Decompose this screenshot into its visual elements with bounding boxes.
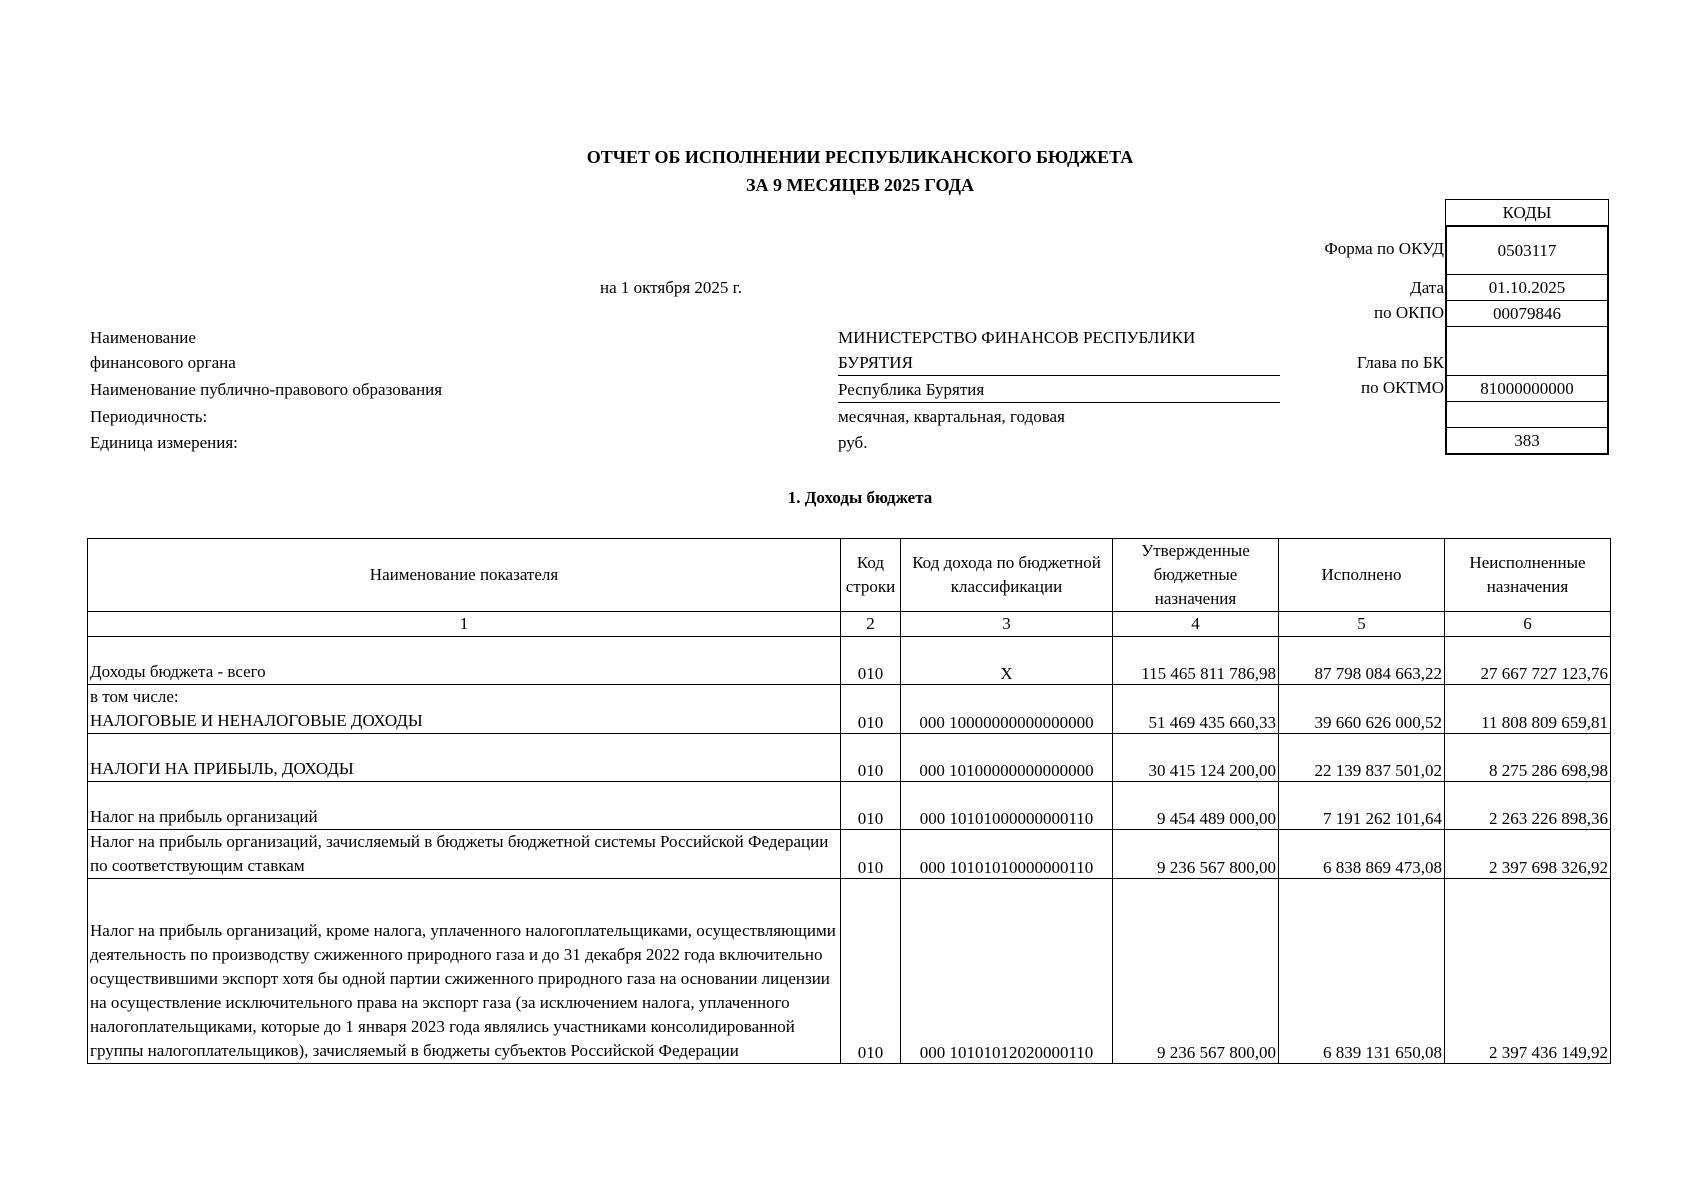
row-approved: 30 415 124 200,00 bbox=[1113, 734, 1279, 782]
col-header-executed: Исполнено bbox=[1279, 539, 1445, 612]
unit-label: Единица измерения: bbox=[90, 433, 238, 452]
codes-heading: КОДЫ bbox=[1445, 199, 1609, 226]
row-unexecuted: 27 667 727 123,76 bbox=[1445, 637, 1611, 685]
row-executed: 87 798 084 663,22 bbox=[1279, 637, 1445, 685]
row-approved: 9 454 489 000,00 bbox=[1113, 782, 1279, 830]
row-name bbox=[88, 879, 841, 1064]
okpo-code: 00079846 bbox=[1445, 300, 1609, 327]
row-name-text: Доходы бюджета - всего bbox=[90, 662, 266, 681]
row-name bbox=[88, 734, 841, 782]
row-line-code: 010 bbox=[841, 830, 901, 879]
column-index: 4 bbox=[1113, 612, 1279, 637]
org-value-1: МИНИСТЕРСТВО ФИНАНСОВ РЕСПУБЛИКИ bbox=[838, 328, 1196, 347]
okpo-label: по ОКПО bbox=[1373, 303, 1444, 322]
row-name-text: Налог на прибыль организаций, зачисляемый в бюджеты бюджетной системы Российской Федерации по соответствующим ставкам bbox=[90, 832, 829, 875]
org-underline bbox=[838, 375, 1280, 376]
row-unexecuted: 2 263 226 898,36 bbox=[1445, 782, 1611, 830]
col-header-line-code: Код строки bbox=[841, 539, 901, 612]
row-budget-code: 000 10100000000000000 bbox=[901, 734, 1113, 782]
row-line-code: 010 bbox=[841, 879, 901, 1064]
column-index: 3 bbox=[901, 612, 1113, 637]
table-row bbox=[88, 782, 1611, 830]
unit-value: руб. bbox=[838, 433, 868, 452]
row-line-code: 010 bbox=[841, 637, 901, 685]
table-row bbox=[88, 879, 1611, 1064]
row-unexecuted: 2 397 436 149,92 bbox=[1445, 879, 1611, 1064]
row-budget-code: 000 10101000000000110 bbox=[901, 782, 1113, 830]
column-index-row bbox=[88, 612, 1611, 637]
org-label-1: Наименование bbox=[90, 328, 196, 347]
date-code: 01.10.2025 bbox=[1445, 274, 1609, 301]
periodicity-label: Периодичность: bbox=[90, 407, 208, 426]
report-title-line-2: ЗА 9 МЕСЯЦЕВ 2025 ГОДА bbox=[746, 175, 974, 195]
row-executed: 6 839 131 650,08 bbox=[1279, 879, 1445, 1064]
col-header-budget-code: Код дохода по бюджетной классификации bbox=[901, 539, 1113, 612]
table-row bbox=[88, 637, 1611, 685]
row-budget-code: X bbox=[901, 637, 1113, 685]
unit-code: 383 bbox=[1445, 427, 1609, 455]
entity-value: Республика Бурятия bbox=[838, 380, 985, 399]
org-value-2: БУРЯТИЯ bbox=[838, 353, 913, 372]
row-name-text: НАЛОГОВЫЕ И НЕНАЛОГОВЫЕ ДОХОДЫ bbox=[90, 711, 423, 730]
row-executed: 22 139 837 501,02 bbox=[1279, 734, 1445, 782]
column-index: 6 bbox=[1445, 612, 1611, 637]
periodicity-code bbox=[1445, 401, 1609, 428]
glava-code bbox=[1445, 326, 1609, 376]
row-executed: 39 660 626 000,52 bbox=[1279, 685, 1445, 734]
table-row bbox=[88, 830, 1611, 879]
okud-code: 0503117 bbox=[1445, 225, 1609, 275]
col-header-unexecuted: Неисполненные назначения bbox=[1445, 539, 1611, 612]
row-name-text: Налог на прибыль организаций, кроме налога, уплаченного налогоплательщиками, осуществляющими деятельность по производству сжиженного природного газа и до 31 декабря 2022 года включительно осуществившими экспорт хотя бы одной партии сжиженного природного газа на основании лицензии на осуществление исключительного права на экспорт газа (за исключением налога, уплаченного налогоплательщиками, которые до 1 января 2023 года являлись участниками консолидированной группы налогоплательщиков), зачисляемый в бюджеты субъектов Российской Федерации bbox=[90, 921, 836, 1060]
entity-underline bbox=[838, 402, 1280, 403]
row-name-prefix: в том числе: bbox=[90, 687, 179, 706]
row-executed: 7 191 262 101,64 bbox=[1279, 782, 1445, 830]
column-index: 1 bbox=[88, 612, 841, 637]
entity-label: Наименование публично-правового образования bbox=[90, 380, 443, 399]
date-label: Дата bbox=[1410, 278, 1444, 297]
oktmo-label: по ОКТМО bbox=[1360, 378, 1444, 397]
row-line-code: 010 bbox=[841, 685, 901, 734]
row-name-text: Налог на прибыль организаций bbox=[90, 807, 318, 826]
row-budget-code: 000 10101012020000110 bbox=[901, 879, 1113, 1064]
table-header-row bbox=[88, 539, 1611, 612]
row-approved: 51 469 435 660,33 bbox=[1113, 685, 1279, 734]
org-label-2: финансового органа bbox=[90, 353, 236, 372]
oktmo-code: 81000000000 bbox=[1445, 375, 1609, 402]
column-index: 2 bbox=[841, 612, 901, 637]
section-title: 1. Доходы бюджета bbox=[787, 488, 933, 507]
col-header-approved: Утвержденные бюджетные назначения bbox=[1113, 539, 1279, 612]
row-executed: 6 838 869 473,08 bbox=[1279, 830, 1445, 879]
report-title-line-1: ОТЧЕТ ОБ ИСПОЛНЕНИИ РЕСПУБЛИКАНСКОГО БЮДЖЕТА bbox=[586, 147, 1134, 167]
revenue-table bbox=[87, 538, 1611, 1064]
row-approved: 9 236 567 800,00 bbox=[1113, 830, 1279, 879]
row-unexecuted: 11 808 809 659,81 bbox=[1445, 685, 1611, 734]
row-name-text: НАЛОГИ НА ПРИБЫЛЬ, ДОХОДЫ bbox=[90, 759, 354, 778]
periodicity-value: месячная, квартальная, годовая bbox=[838, 407, 1065, 426]
col-header-name: Наименование показателя bbox=[88, 539, 841, 612]
glava-label: Глава по БК bbox=[1356, 353, 1444, 372]
row-unexecuted: 8 275 286 698,98 bbox=[1445, 734, 1611, 782]
row-budget-code: 000 10101010000000110 bbox=[901, 830, 1113, 879]
row-budget-code: 000 10000000000000000 bbox=[901, 685, 1113, 734]
row-name bbox=[88, 782, 841, 830]
table-row bbox=[88, 685, 1611, 734]
row-name bbox=[88, 637, 841, 685]
okud-label: Форма по ОКУД bbox=[1324, 239, 1444, 258]
row-name bbox=[88, 685, 841, 734]
report-date: на 1 октября 2025 г. bbox=[600, 278, 742, 297]
row-approved: 115 465 811 786,98 bbox=[1113, 637, 1279, 685]
row-approved: 9 236 567 800,00 bbox=[1113, 879, 1279, 1064]
row-unexecuted: 2 397 698 326,92 bbox=[1445, 830, 1611, 879]
table-row bbox=[88, 734, 1611, 782]
column-index: 5 bbox=[1279, 612, 1445, 637]
row-name bbox=[88, 830, 841, 879]
row-line-code: 010 bbox=[841, 782, 901, 830]
row-line-code: 010 bbox=[841, 734, 901, 782]
